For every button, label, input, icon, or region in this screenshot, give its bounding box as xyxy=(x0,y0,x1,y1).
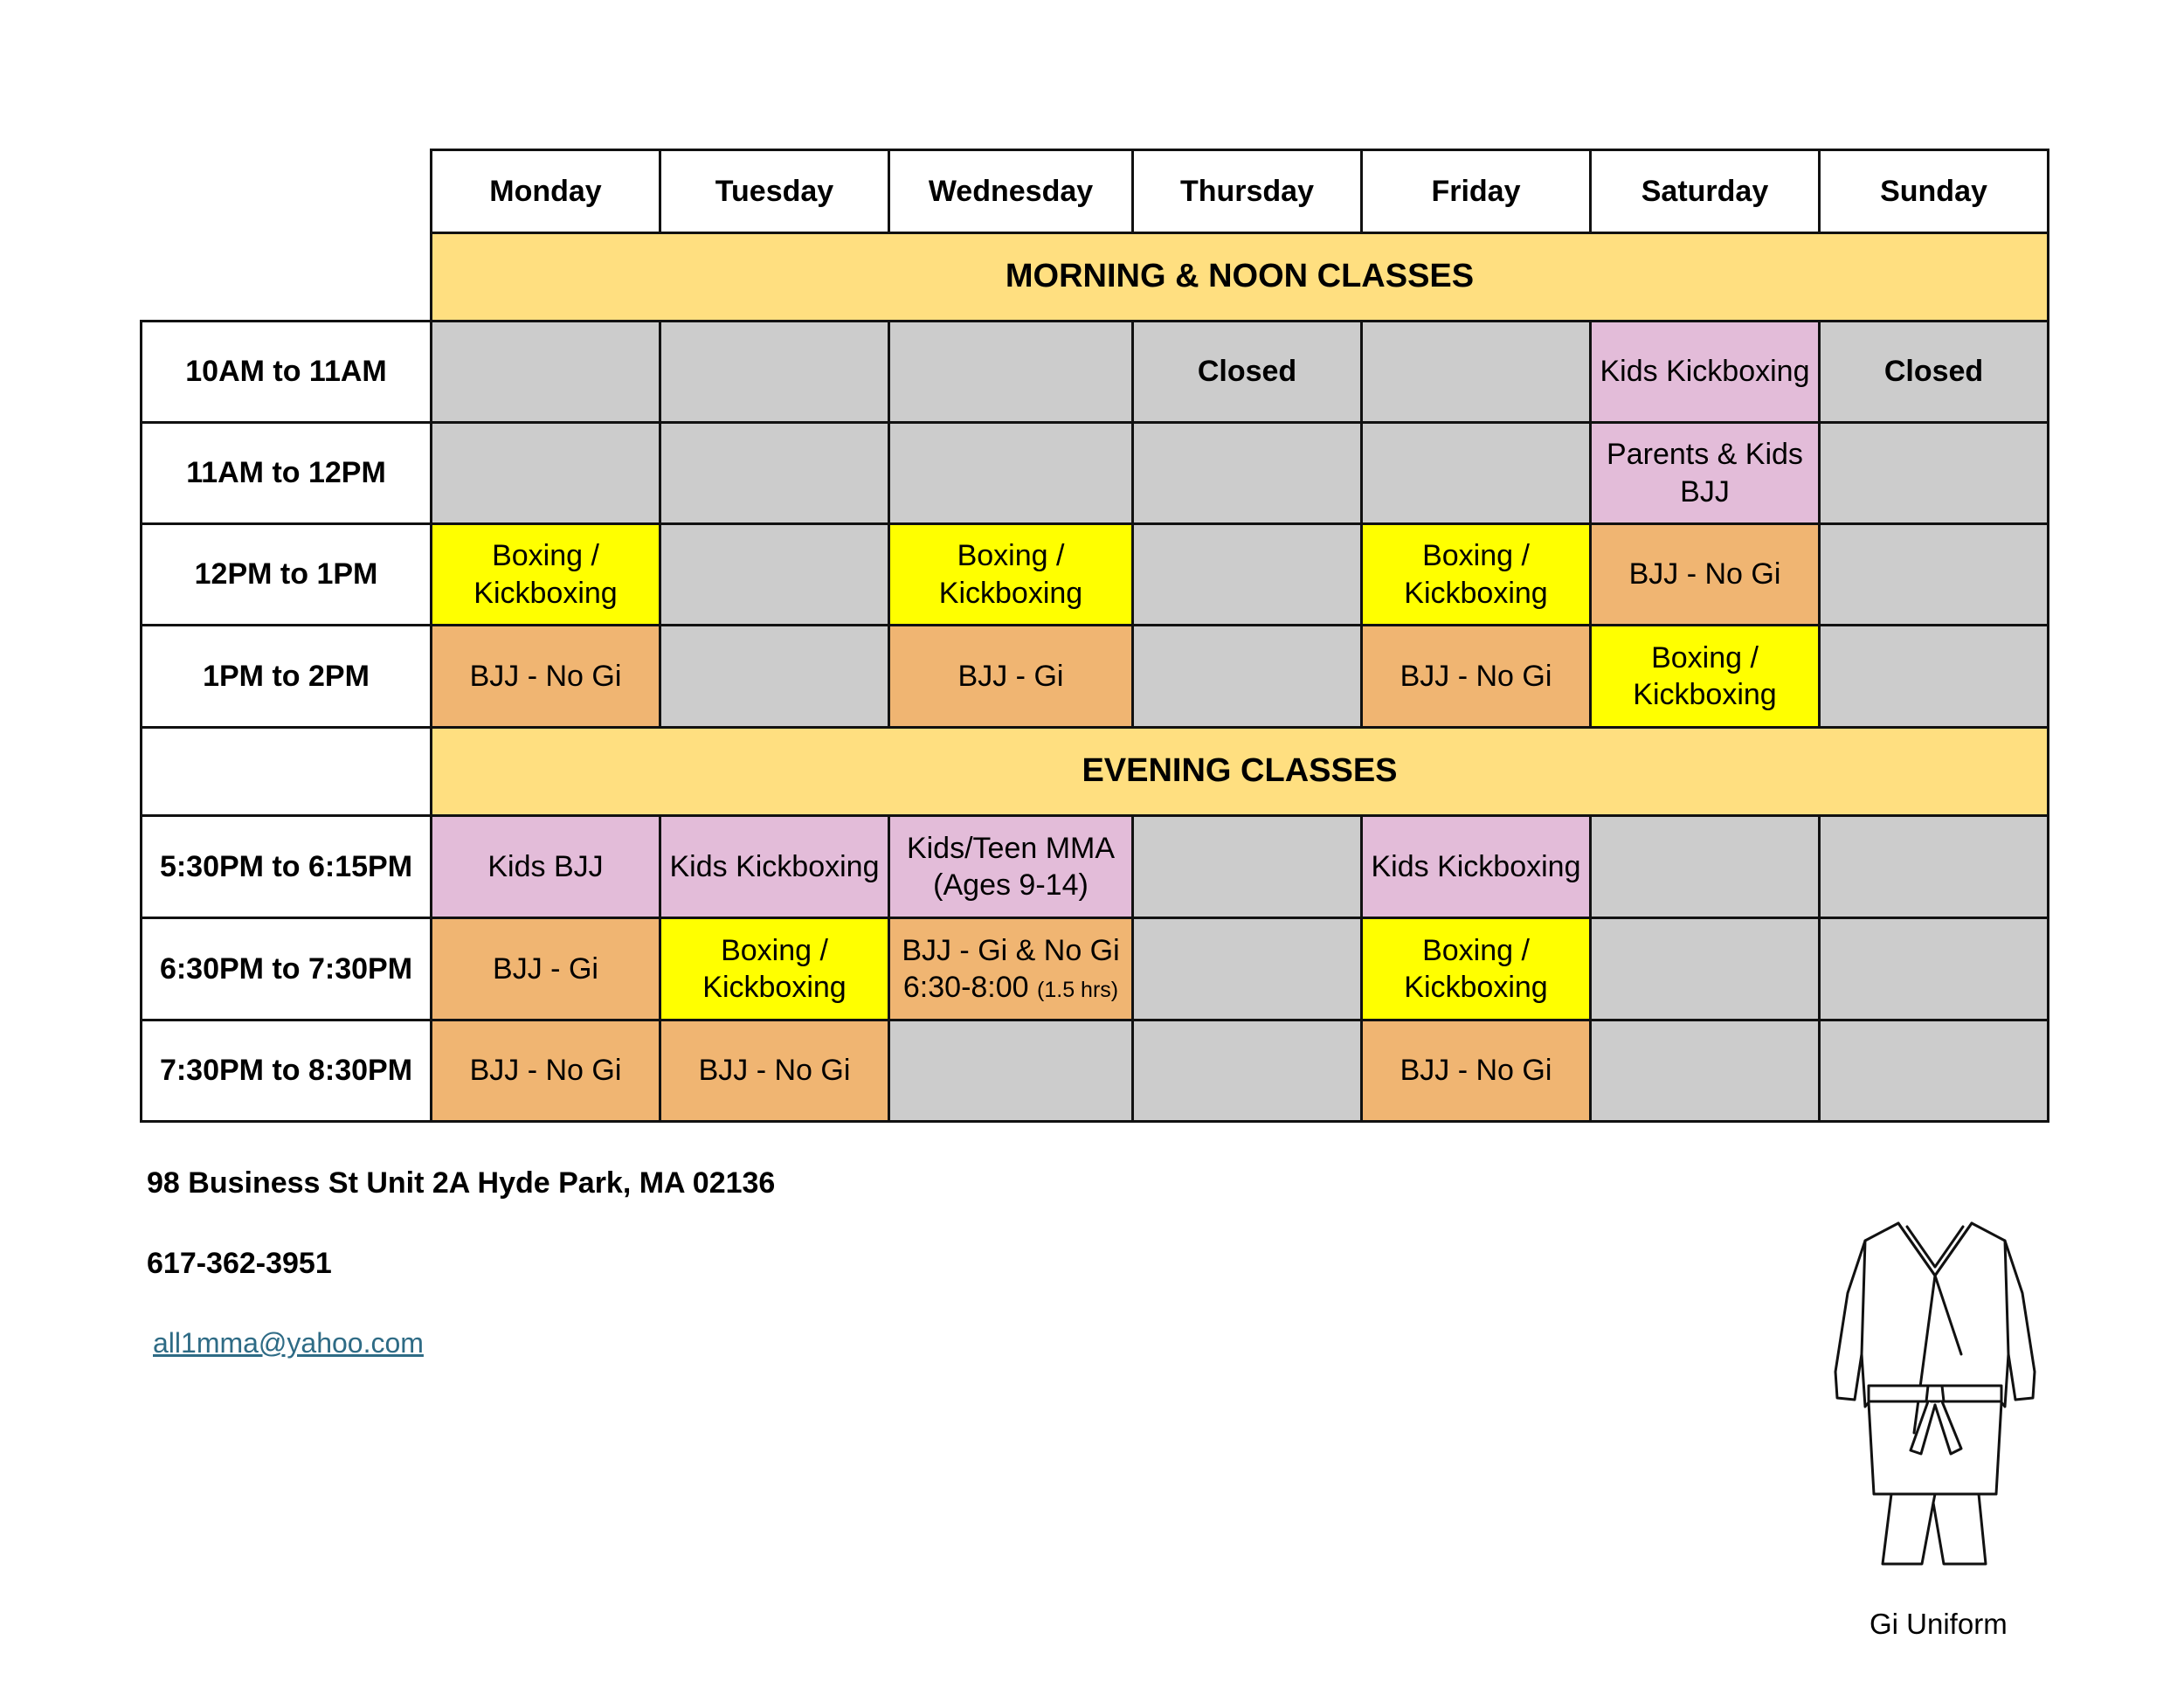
header-monday: Monday xyxy=(430,149,661,234)
slot-kids-bjj: Kids BJJ xyxy=(430,814,661,919)
slot-empty xyxy=(659,320,890,424)
time-label-730pm: 7:30PM to 8:30PM xyxy=(140,1019,432,1123)
slot-empty xyxy=(1589,917,1821,1021)
slot-empty xyxy=(888,421,1134,525)
time-label-530pm: 5:30PM to 6:15PM xyxy=(140,814,432,919)
slot-empty xyxy=(1818,917,2049,1021)
slot-empty xyxy=(1589,1019,1821,1123)
slot-bjj-no-gi: BJJ - No Gi xyxy=(1360,1019,1592,1123)
slot-empty xyxy=(659,421,890,525)
gi-uniform-icon xyxy=(1830,1214,2040,1573)
slot-boxing-kickboxing: Boxing / Kickboxing xyxy=(659,917,890,1021)
slot-bjj-no-gi: BJJ - No Gi xyxy=(1589,522,1821,626)
slot-bjj-no-gi: BJJ - No Gi xyxy=(659,1019,890,1123)
slot-empty xyxy=(659,624,890,729)
time-label-630pm: 6:30PM to 7:30PM xyxy=(140,917,432,1021)
slot-empty xyxy=(1360,421,1592,525)
slot-bjj-no-gi: BJJ - No Gi xyxy=(430,1019,661,1123)
slot-closed: Closed xyxy=(1818,320,2049,424)
slot-empty xyxy=(888,320,1134,424)
time-label-10am: 10AM to 11AM xyxy=(140,320,432,424)
header-saturday: Saturday xyxy=(1589,149,1821,234)
evening-section-banner: EVENING CLASSES xyxy=(430,726,2049,817)
slot-bjj-gi: BJJ - Gi xyxy=(888,624,1134,729)
slot-bjj-gi: BJJ - Gi xyxy=(430,917,661,1021)
slot-kids-teen-mma: Kids/Teen MMA (Ages 9-14) xyxy=(888,814,1134,919)
header-friday: Friday xyxy=(1360,149,1592,234)
phone-text: 617-362-3951 xyxy=(147,1247,332,1280)
header-thursday: Thursday xyxy=(1131,149,1363,234)
slot-empty xyxy=(1131,917,1363,1021)
slot-boxing-kickboxing: Boxing / Kickboxing xyxy=(1589,624,1821,729)
slot-empty xyxy=(1818,814,2049,919)
slot-empty xyxy=(1818,1019,2049,1123)
slot-empty xyxy=(1131,1019,1363,1123)
header-wednesday: Wednesday xyxy=(888,149,1134,234)
header-sunday: Sunday xyxy=(1818,149,2049,234)
slot-empty xyxy=(1131,814,1363,919)
slot-boxing-kickboxing: Boxing / Kickboxing xyxy=(1360,522,1592,626)
slot-boxing-kickboxing: Boxing / Kickboxing xyxy=(888,522,1134,626)
slot-empty xyxy=(430,320,661,424)
morning-section-banner: MORNING & NOON CLASSES xyxy=(430,232,2049,322)
evening-banner-spacer xyxy=(140,726,432,817)
slot-closed: Closed xyxy=(1131,320,1363,424)
slot-empty xyxy=(1589,814,1821,919)
slot-empty xyxy=(1818,421,2049,525)
slot-empty xyxy=(1818,522,2049,626)
slot-empty xyxy=(1360,320,1592,424)
slot-kids-kickboxing: Kids Kickboxing xyxy=(1360,814,1592,919)
slot-empty xyxy=(1818,624,2049,729)
gi-uniform-caption: Gi Uniform xyxy=(1870,1608,2008,1640)
slot-empty xyxy=(1131,421,1363,525)
slot-empty xyxy=(1131,522,1363,626)
header-tuesday: Tuesday xyxy=(659,149,890,234)
slot-bjj-gi-and-no-gi: BJJ - Gi & No Gi 6:30-8:00 (1.5 hrs) xyxy=(888,917,1134,1021)
time-label-11am: 11AM to 12PM xyxy=(140,421,432,525)
slot-kids-kickboxing: Kids Kickboxing xyxy=(659,814,890,919)
slot-boxing-kickboxing: Boxing / Kickboxing xyxy=(430,522,661,626)
slot-parents-kids-bjj: Parents & Kids BJJ xyxy=(1589,421,1821,525)
time-label-1pm: 1PM to 2PM xyxy=(140,624,432,729)
slot-kids-kickboxing: Kids Kickboxing xyxy=(1589,320,1821,424)
slot-empty xyxy=(430,421,661,525)
address-text: 98 Business St Unit 2A Hyde Park, MA 02136 xyxy=(147,1166,776,1200)
slot-bjj-no-gi: BJJ - No Gi xyxy=(1360,624,1592,729)
slot-boxing-kickboxing: Boxing / Kickboxing xyxy=(1360,917,1592,1021)
slot-bjj-no-gi: BJJ - No Gi xyxy=(430,624,661,729)
time-label-12pm: 12PM to 1PM xyxy=(140,522,432,626)
slot-empty xyxy=(888,1019,1134,1123)
slot-empty xyxy=(1131,624,1363,729)
slot-empty xyxy=(659,522,890,626)
email-link[interactable]: all1mma@yahoo.com xyxy=(153,1327,424,1359)
